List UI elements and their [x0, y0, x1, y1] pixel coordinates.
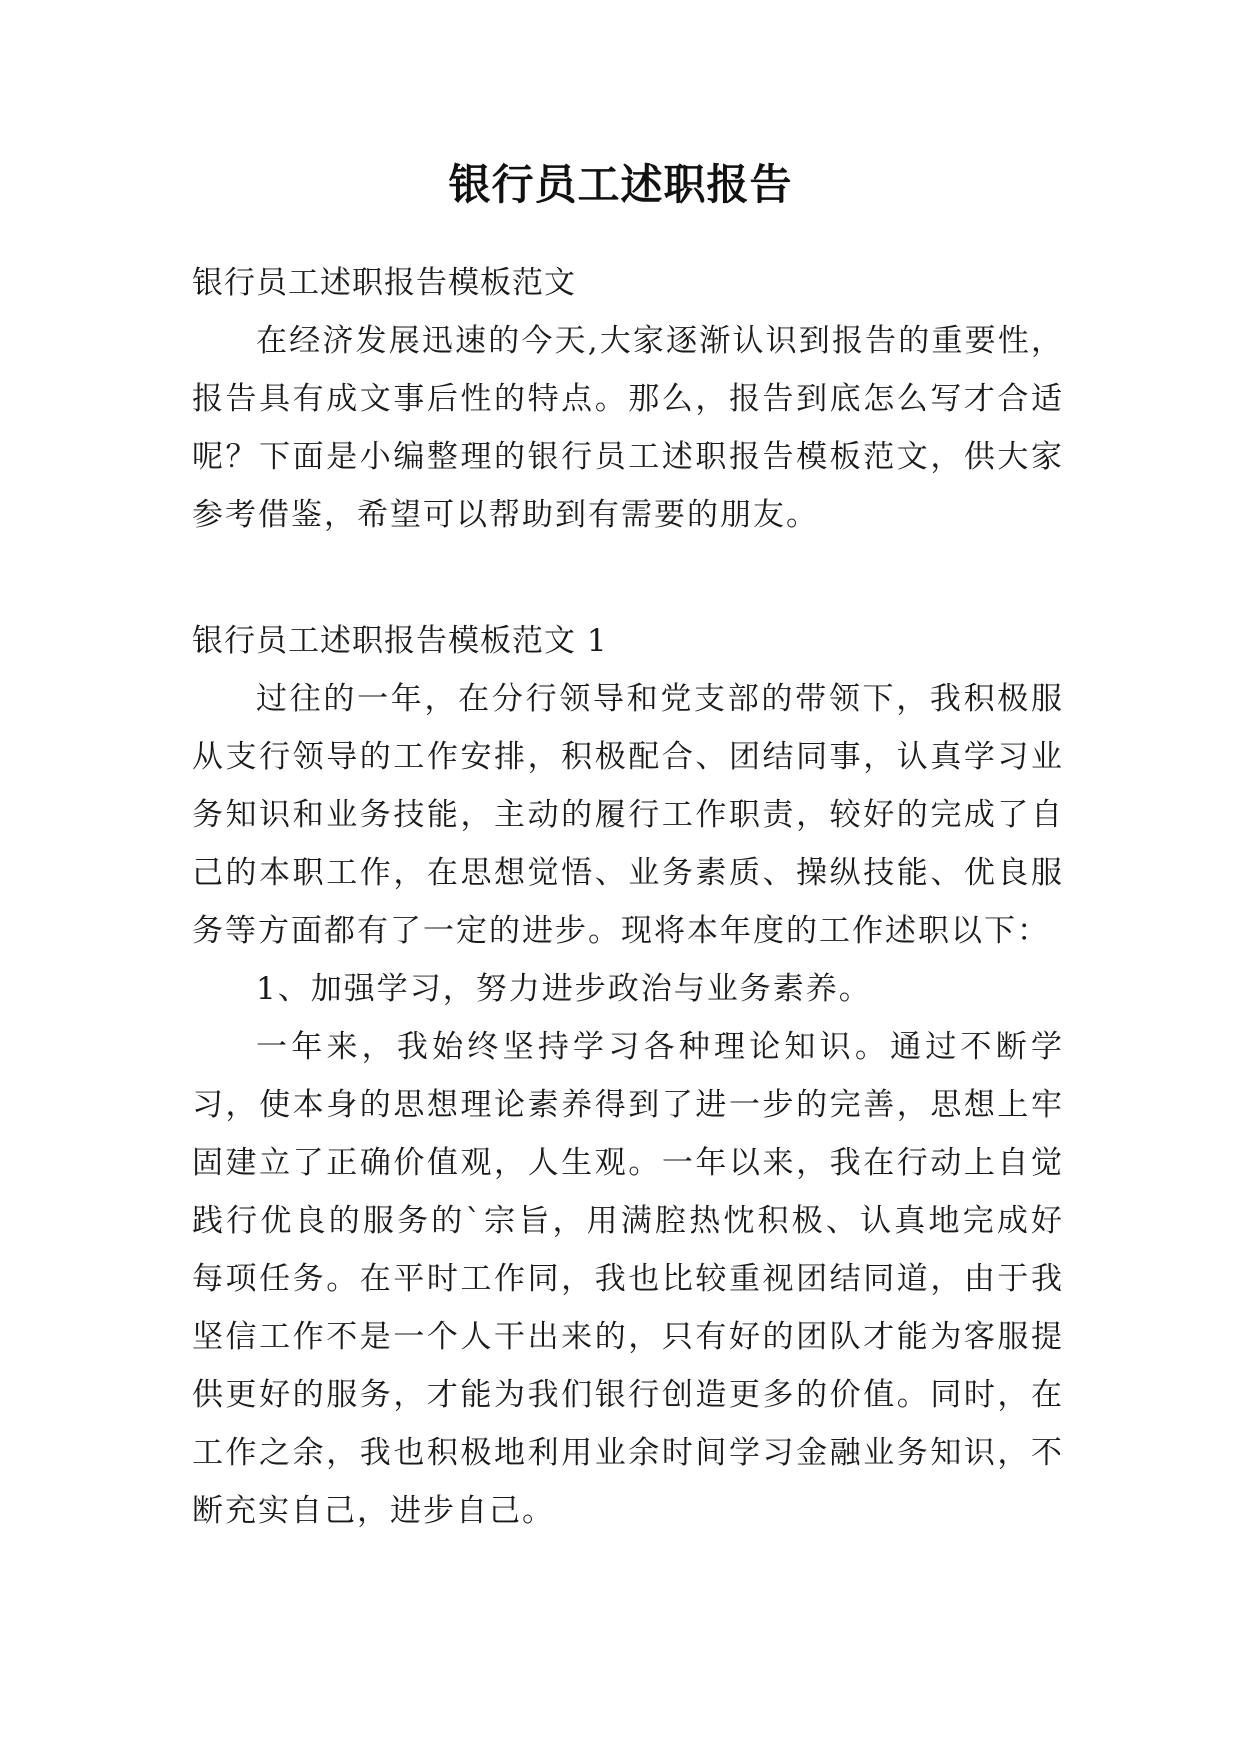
- paragraph: 1、加强学习，努力进步政治与业务素养。: [256, 971, 872, 1007]
- paragraph: 在经济发展迅速的今天,大家逐渐认识到报告的重要性，报告具有成文事后性的特点。那么，报告到底怎么写才合适呢？下面是小编整理的银行员工述职报告模板范文，供大家参考借鉴，希望可以帮助到有需要的朋友。: [192, 323, 1064, 533]
- section-heading: 银行员工述职报告模板范文: [192, 265, 576, 301]
- page-title: 银行员工述职报告: [448, 160, 793, 209]
- paragraph: 过往的一年，在分行领导和党支部的带领下，我积极服从支行领导的工作安排，积极配合、团结同事，认真学习业务知识和业务技能，主动的履行工作职责，较好的完成了自己的本职工作，在思想觉悟、业务素质、操纵技能、优良服务等方面都有了一定的进步。现将本年度的工作述职以下：: [192, 681, 1064, 949]
- paragraph: 一年来，我始终坚持学习各种理论知识。通过不断学习，使本身的思想理论素养得到了进一步的完善，思想上牢固建立了正确价值观，人生观。一年以来，我在行动上自觉践行优良的服务的`宗旨，用满腔热忱积极、认真地完成好每项任务。在平时工作同，我也比较重视团结同道，由于我坚信工作不是一个人干出来的，只有好的团队才能为客服提供更好的服务，才能为我们银行创造更多的价值。同时，在工作之余，我也积极地利用业余时间学习金融业务知识，不断充实自己，进步自己。: [192, 1029, 1064, 1529]
- section-heading: 银行员工述职报告模板范文 1: [192, 623, 608, 659]
- section-intro: [192, 254, 1064, 544]
- section-report-1: [192, 612, 1064, 1540]
